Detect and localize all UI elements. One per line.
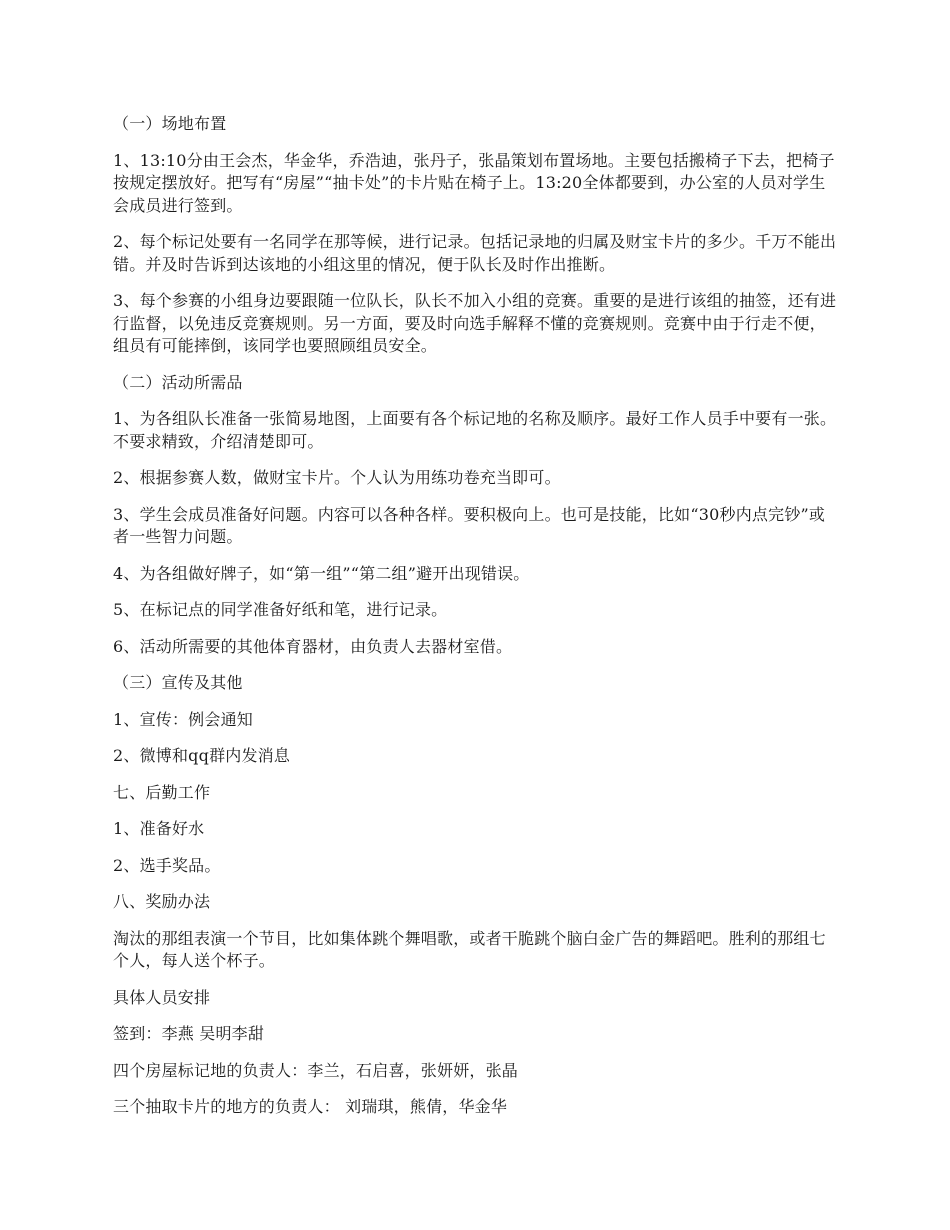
paragraph-rewards: 淘汰的那组表演一个节目，比如集体跳个舞唱歌，或者干脆跳个脑白金广告的舞蹈吧。胜利的那组七个人，每人送个杯子。	[113, 928, 826, 970]
paragraph-promotion-1: 1、宣传：例会通知	[113, 709, 253, 729]
section-heading-staffing: 具体人员安排	[113, 987, 211, 1007]
document-body	[113, 113, 840, 1133]
paragraph-logistics-1: 1、准备好水	[113, 819, 205, 838]
paragraph-supplies-1: 1、为各组队长准备一张简易地图，上面要有各个标记地的名称及顺序。最好工作人员手中要有一张。不要求精致，介绍清楚即可。	[113, 409, 837, 451]
section-heading-logistics: 七、后勤工作	[113, 782, 211, 802]
section-heading-supplies: （二）活动所需品	[113, 372, 243, 392]
section-heading-promotion: （三）宣传及其他	[113, 673, 243, 692]
paragraph-staffing-houses: 四个房屋标记地的负责人：李兰，石启喜，张妍妍，张晶	[113, 1060, 519, 1080]
paragraph-venue-setup-3: 3、每个参赛的小组身边要跟随一位队长，队长不加入小组的竞赛。重要的是进行该组的抽签，还有进行监督，以免违反竞赛规则。另一方面，要及时向选手解释不懂的竞赛规则。竞赛中由于行走不便，组员有可能摔倒，该同学也要照顾组员安全。	[113, 291, 837, 355]
section-heading-venue-setup: （一）场地布置	[113, 114, 227, 133]
paragraph-logistics-2: 2、选手奖品。	[113, 855, 221, 875]
paragraph-supplies-2: 2、根据参赛人数，做财宝卡片。个人认为用练功卷充当即可。	[113, 468, 561, 487]
paragraph-supplies-3: 3、学生会成员准备好问题。内容可以各种各样。要积极向上。也可是技能，比如“30秒内点完钞”或者一些智力问题。	[113, 504, 826, 546]
paragraph-supplies-5: 5、在标记点的同学准备好纸和笔，进行记录。	[113, 600, 448, 619]
paragraph-venue-setup-2: 2、每个标记处要有一名同学在那等候，进行记录。包括记录地的归属及财宝卡片的多少。千万不能出错。并及时告诉到达该地的小组这里的情况，便于队长及时作出推断。	[113, 232, 837, 274]
paragraph-staffing-cards: 三个抽取卡片的地方的负责人： 刘瑞琪，熊倩，华金华	[113, 1097, 508, 1116]
paragraph-supplies-4: 4、为各组做好牌子，如“第一组”“第二组”避开出现错误。	[113, 563, 530, 583]
paragraph-supplies-6: 6、活动所需要的其他体育器材，由负责人去器材室借。	[113, 636, 513, 656]
paragraph-venue-setup-1: 1、13:10分由王会杰，华金华，乔浩迪，张丹子，张晶策划布置场地。主要包括搬椅子下去，把椅子按规定摆放好。把写有“房屋”“抽卡处”的卡片贴在椅子上。13:20全体都要到，办公室的人员对学生会成员进行签到。	[113, 150, 835, 215]
paragraph-staffing-signin: 签到：李燕 吴明李甜	[113, 1024, 265, 1043]
section-heading-rewards: 八、奖励办法	[113, 892, 211, 911]
paragraph-promotion-2: 2、微博和qq群内发消息	[113, 746, 291, 765]
